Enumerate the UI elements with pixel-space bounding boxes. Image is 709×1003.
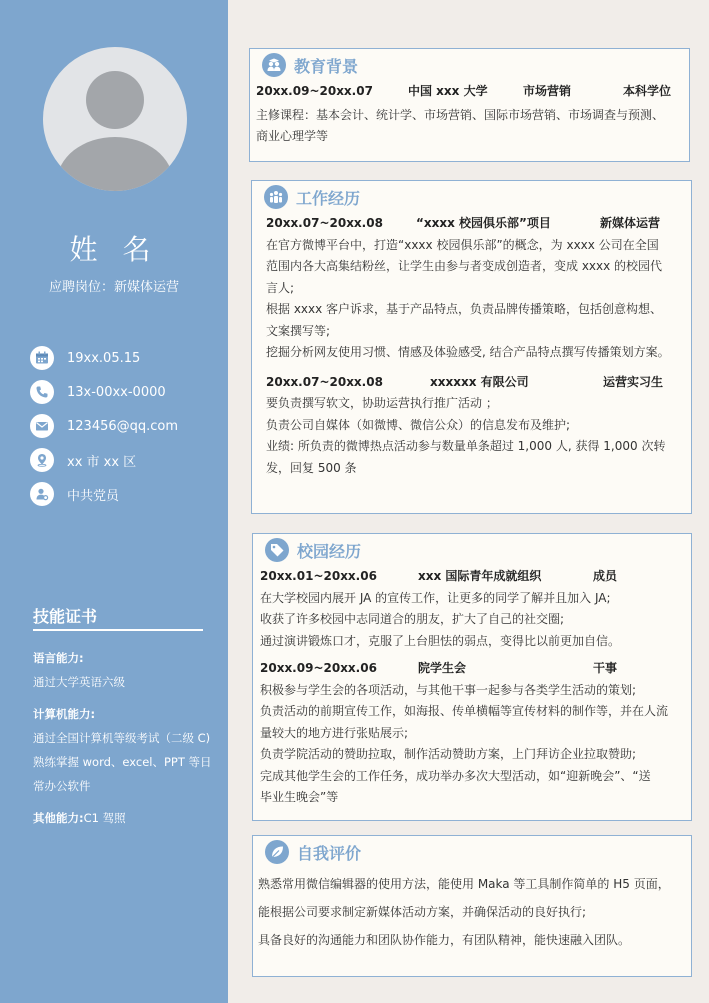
campus-detail: 积极参与学生会的各项活动，与其他干事一起参与各类学生活动的策划; (260, 682, 637, 697)
campus-detail: 收获了许多校园中志同道合的朋友，扩大了自己的社交圈; (260, 612, 565, 626)
skill-label: 其他能力: (33, 811, 84, 825)
campus-detail: 完成其他学生会的工作任务，成功举办多次大型活动，如“迎新晚会”、“送 (260, 768, 651, 783)
work-detail: 文案撰写等; (266, 323, 331, 338)
work-detail: 言人; (266, 280, 295, 295)
campus-detail: 负责活动的前期宣传工作，如海报、传单横幅等宣传材料的制作等，并在人流 (260, 704, 669, 718)
self-eval-line: 能根据公司要求制定新媒体活动方案，并确保活动的良好执行; (258, 905, 587, 919)
calendar-icon (30, 346, 54, 370)
tag-icon (265, 538, 289, 562)
campus-detail: 通过演讲锻炼口才，克服了上台胆怯的弱点，变得比以前更加自信。 (260, 633, 621, 648)
campus-section (252, 533, 692, 821)
education-major: 市场营销 (523, 84, 572, 98)
section-title: 教育背景 (294, 56, 359, 76)
contact-text: xx 市 xx 区 (67, 454, 137, 470)
profile-name: 姓 名 (69, 233, 159, 266)
user-badge-icon (30, 482, 54, 506)
profile-position: 应聘岗位：新媒体运营 (48, 280, 179, 295)
avatar (43, 47, 187, 191)
skill-label: 语言能力: (33, 651, 84, 665)
contact-text: 123456@qq.com (67, 418, 179, 434)
work-date: 20xx.07~20xx.08 (266, 374, 383, 389)
section-title: 工作经历 (296, 188, 361, 208)
campus-org: 院学生会 (418, 661, 467, 675)
work-role: 运营实习生 (603, 374, 664, 389)
work-detail: 挖掘分析网友使用习惯、情感及体验感受, 结合产品特点撰写传播策划方案。 (266, 345, 670, 359)
mail-icon (30, 414, 54, 438)
campus-date: 20xx.09~20xx.06 (260, 661, 377, 675)
self-eval-line: 熟悉常用微信编辑器的使用方法，能使用 Maka 等工具制作简单的 H5 页面， (258, 877, 670, 891)
skills-title: 技能证书 (33, 607, 98, 626)
contact-text: 中共党员 (67, 488, 120, 504)
skills-divider (33, 629, 203, 631)
skills-list (33, 646, 223, 838)
section-title: 校园经历 (297, 541, 362, 561)
education-row (256, 81, 683, 103)
campus-row (260, 658, 684, 680)
work-detail: 负责公司自媒体（如微博、微信公众）的信息发布及维护; (266, 417, 571, 432)
work-date: 20xx.07~20xx.08 (266, 216, 383, 230)
campus-role: 成员 (593, 569, 618, 583)
education-degree: 本科学位 (623, 84, 672, 98)
contact-birthday (30, 341, 178, 375)
work-detail: 要负责撰写软文，协助运营执行推广活动 ； (266, 396, 498, 410)
skill-value: C1 驾照 (83, 811, 126, 825)
work-detail: 根据 xxxx 客户诉求，基于产品特点，负责品牌传播策略，包括创意构想、 (266, 302, 663, 316)
work-role: 新媒体运营 (600, 216, 661, 230)
contact-text: 13x-00xx-0000 (67, 384, 166, 400)
education-courses: 主修课程：基本会计、统计学、市场营销、国际市场营销、市场调查与预测、 (256, 107, 665, 122)
sidebar (0, 0, 228, 1003)
leaf-icon (265, 840, 289, 864)
contact-email (30, 409, 178, 443)
campus-row (260, 566, 684, 588)
education-school: 中国 xxx 大学 (408, 84, 488, 98)
self-eval-line: 具备良好的沟通能力和团队协作能力，有团队精神，能快速融入团队。 (258, 933, 631, 947)
work-detail: 在官方微博平台中，打造“xxxx 校园俱乐部”的概念，为 xxxx 公司在全国 (266, 237, 659, 252)
contact-text: 19xx.05.15 (67, 350, 141, 366)
team-icon (264, 185, 288, 209)
education-courses: 商业心理学等 (256, 129, 329, 143)
work-detail: 发，回复 500 条 (266, 460, 357, 475)
campus-detail: 负责学院活动的赞助拉取，制作活动赞助方案，上门拜访企业拉取赞助; (260, 747, 637, 761)
section-title: 自我评价 (297, 843, 362, 863)
skill-label: 计算机能力: (33, 707, 96, 721)
skill-value: 熟练掌握 word、excel、PPT 等日 (33, 755, 212, 769)
work-row (266, 372, 677, 394)
graduation-cap-icon (262, 53, 286, 77)
phone-icon (30, 380, 54, 404)
campus-date: 20xx.01~20xx.06 (260, 569, 377, 583)
campus-org: xxx 国际青年成就组织 (418, 569, 542, 583)
campus-detail: 量较大的地方进行张贴展示; (260, 725, 409, 740)
work-detail: 范围内各大高集结粉丝，让学生由参与者变成创造者，变成 xxxx 的校园代 (266, 259, 663, 273)
campus-detail: 毕业生晚会”等 (260, 790, 339, 804)
self-eval-section (252, 835, 692, 977)
contact-address (30, 443, 178, 477)
education-date: 20xx.09~20xx.07 (256, 84, 373, 98)
work-detail: 业绩: 所负责的微博热点活动参与数量单条超过 1,000 人, 获得 1,000 次转 (266, 439, 666, 453)
work-org: “xxxx 校园俱乐部”项目 (416, 216, 551, 230)
campus-detail: 在大学校园内展开 JA 的宣传工作，让更多的同学了解并且加入 JA; (260, 590, 611, 605)
work-row (266, 213, 677, 235)
contact-political (30, 477, 178, 511)
education-section (249, 48, 690, 162)
work-org: xxxxxx 有限公司 (430, 374, 529, 389)
skill-value: 通过大学英语六级 (33, 675, 125, 689)
contact-list (30, 341, 178, 511)
skill-value: 通过全国计算机等级考试（二级 C) (33, 731, 211, 745)
campus-role: 干事 (593, 661, 618, 675)
location-icon (30, 448, 54, 472)
contact-phone (30, 375, 178, 409)
work-section (251, 180, 692, 514)
skill-value: 常办公软件 (33, 779, 91, 793)
